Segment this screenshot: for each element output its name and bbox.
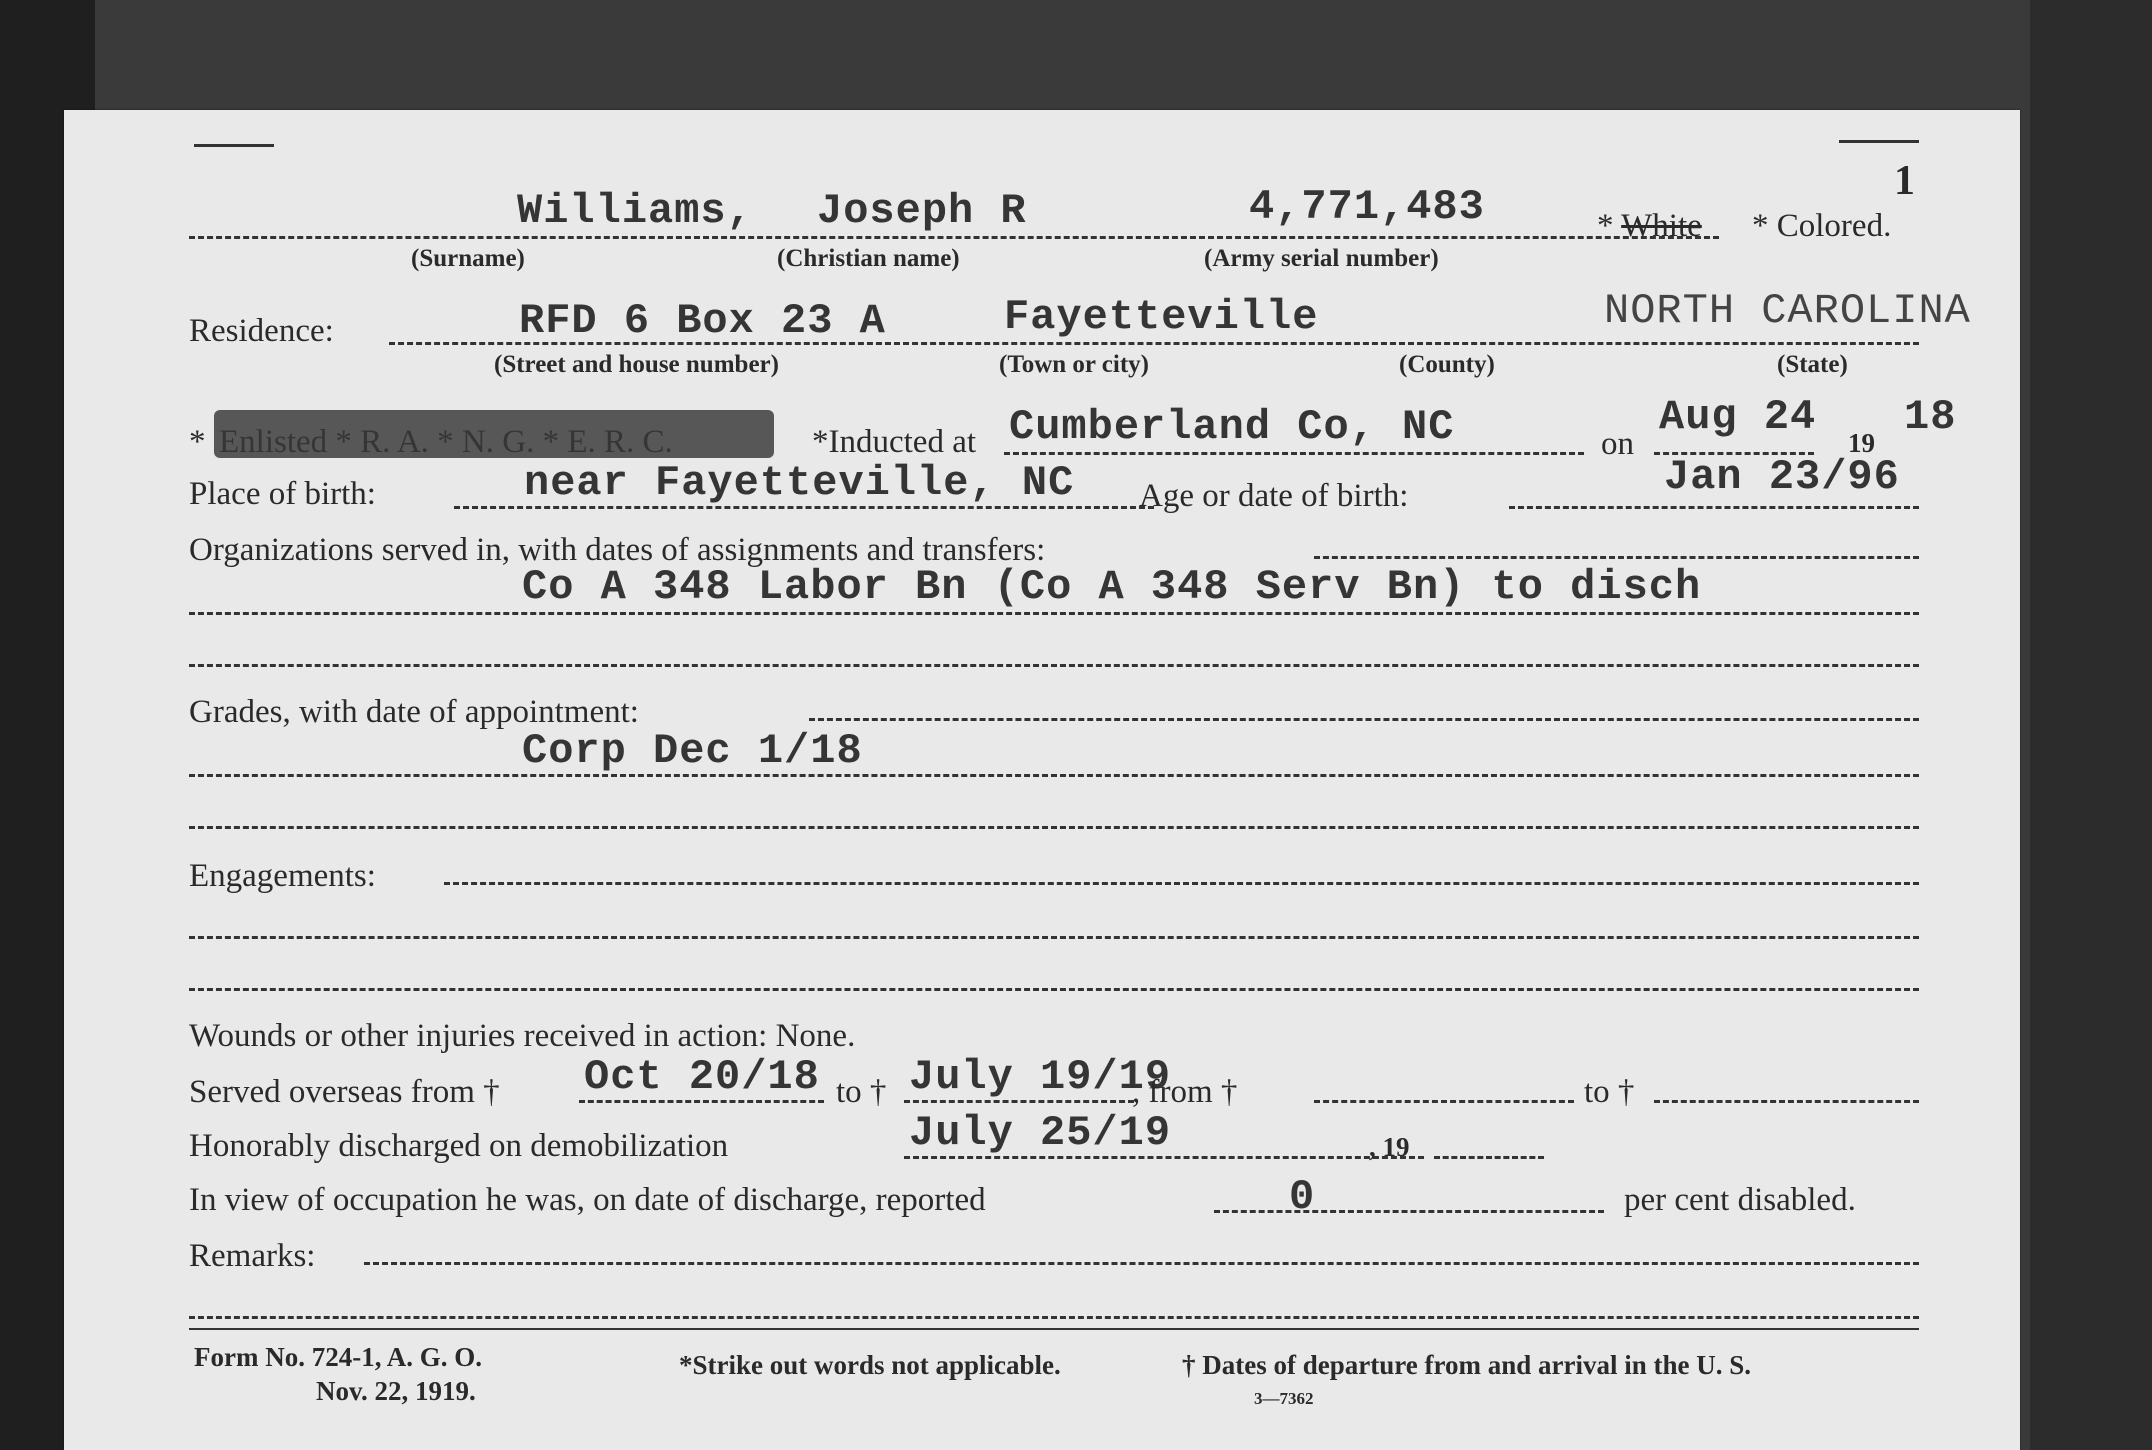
disabled-percent-value: 0 (1289, 1173, 1316, 1221)
discharge-year-prefix: , 19 (1369, 1132, 1410, 1162)
residence-label: Residence: (189, 313, 334, 349)
age-label: Age or date of birth: (1139, 478, 1409, 514)
organizations-line-3 (189, 664, 1919, 667)
year-prefix: 19 (1848, 428, 1875, 458)
top-rule (194, 144, 274, 147)
birth-place-value: near Fayetteville, NC (524, 459, 1075, 507)
grades-line-1 (809, 718, 1919, 721)
engagements-label: Engagements: (189, 858, 376, 894)
top-right-rule (1839, 140, 1919, 143)
star-marker: * (189, 424, 206, 460)
overseas-from-2-line (1314, 1100, 1574, 1103)
discharged-label: Honorably discharged on demobilization (189, 1128, 729, 1164)
grades-line-3 (189, 826, 1919, 829)
card-number: 1 (1894, 158, 1915, 204)
surname-caption: (Surname) (411, 245, 525, 272)
surname-value: Williams, (517, 187, 753, 235)
remarks-line-2 (189, 1316, 1919, 1319)
induction-date-value: Aug 24 (1659, 393, 1817, 441)
print-code: 3—7362 (1254, 1389, 1314, 1408)
serial-caption: (Army serial number) (1204, 245, 1439, 272)
overseas-from-value: Oct 20/18 (584, 1053, 820, 1101)
grades-label: Grades, with date of appointment: (189, 694, 639, 730)
per-cent-label: per cent disabled. (1624, 1182, 1856, 1218)
strike-note: *Strike out words not applicable. (679, 1350, 1061, 1380)
discharge-date-line (904, 1156, 1424, 1159)
remarks-line-1 (364, 1262, 1919, 1265)
occupation-label: In view of occupation he was, on date of discharge, reported (189, 1182, 986, 1218)
organizations-label: Organizations served in, with dates of assignments and transfers: (189, 532, 1046, 568)
street-caption: (Street and house number) (494, 351, 779, 378)
town-caption: (Town or city) (999, 351, 1149, 378)
organizations-line-2 (189, 612, 1919, 615)
colored-label: * Colored. (1752, 208, 1892, 244)
engagements-line-1 (444, 882, 1919, 885)
birth-date-line (1509, 506, 1919, 509)
footer-rule (189, 1328, 1919, 1330)
form-number: Form No. 724-1, A. G. O. (194, 1342, 482, 1372)
christian-caption: (Christian name) (777, 245, 960, 272)
organization-value: Co A 348 Labor Bn (Co A 348 Serv Bn) to disch (522, 563, 1702, 611)
from-label: , from † (1132, 1074, 1238, 1110)
town-value: Fayetteville (1004, 293, 1319, 341)
state-value: NORTH CAROLINA (1604, 287, 1971, 335)
county-caption: (County) (1399, 351, 1495, 378)
induction-year-value: 18 (1904, 393, 1957, 441)
discharge-date-value: July 25/19 (909, 1109, 1172, 1157)
name-line (189, 236, 1719, 239)
white-label: * White (1597, 208, 1702, 244)
organizations-line-1 (1314, 556, 1919, 559)
enlisted-label: Enlisted * R. A. * N. G. * E. R. C. (219, 424, 673, 460)
discharge-year-line (1434, 1156, 1544, 1159)
inducted-at-value: Cumberland Co, NC (1009, 403, 1455, 451)
disabled-percent-line (1214, 1210, 1604, 1213)
street-value: RFD 6 Box 23 A (519, 297, 886, 345)
wounds-label: Wounds or other injuries received in action: None. (189, 1018, 856, 1054)
form-date: Nov. 22, 1919. (316, 1376, 476, 1406)
served-overseas-label: Served overseas from † (189, 1074, 500, 1110)
on-label: on (1601, 426, 1634, 462)
overseas-from-line (579, 1100, 824, 1103)
to-2-label: to † (1584, 1074, 1635, 1110)
overseas-to-2-line (1654, 1100, 1919, 1103)
inducted-label: *Inducted at (812, 424, 977, 460)
place-of-birth-label: Place of birth: (189, 476, 376, 512)
inducted-line (1004, 452, 1584, 455)
overseas-to-value: July 19/19 (909, 1053, 1172, 1101)
engagements-line-2 (189, 936, 1919, 939)
service-record-card (64, 110, 2020, 1450)
residence-line (389, 342, 1919, 345)
birth-place-line (454, 506, 1154, 509)
to-label: to † (836, 1074, 887, 1110)
engagements-line-3 (189, 988, 1919, 991)
state-caption: (State) (1777, 351, 1848, 378)
overseas-to-line (904, 1100, 1134, 1103)
dates-note: † Dates of departure from and arrival in the U. S. (1182, 1350, 1751, 1380)
birth-date-value: Jan 23/96 (1664, 453, 1900, 501)
grades-line-2 (189, 774, 1919, 777)
remarks-label: Remarks: (189, 1238, 316, 1274)
serial-number-value: 4,771,483 (1249, 183, 1485, 231)
christian-name-value: Joseph R (817, 187, 1027, 235)
grade-value: Corp Dec 1/18 (522, 727, 863, 775)
